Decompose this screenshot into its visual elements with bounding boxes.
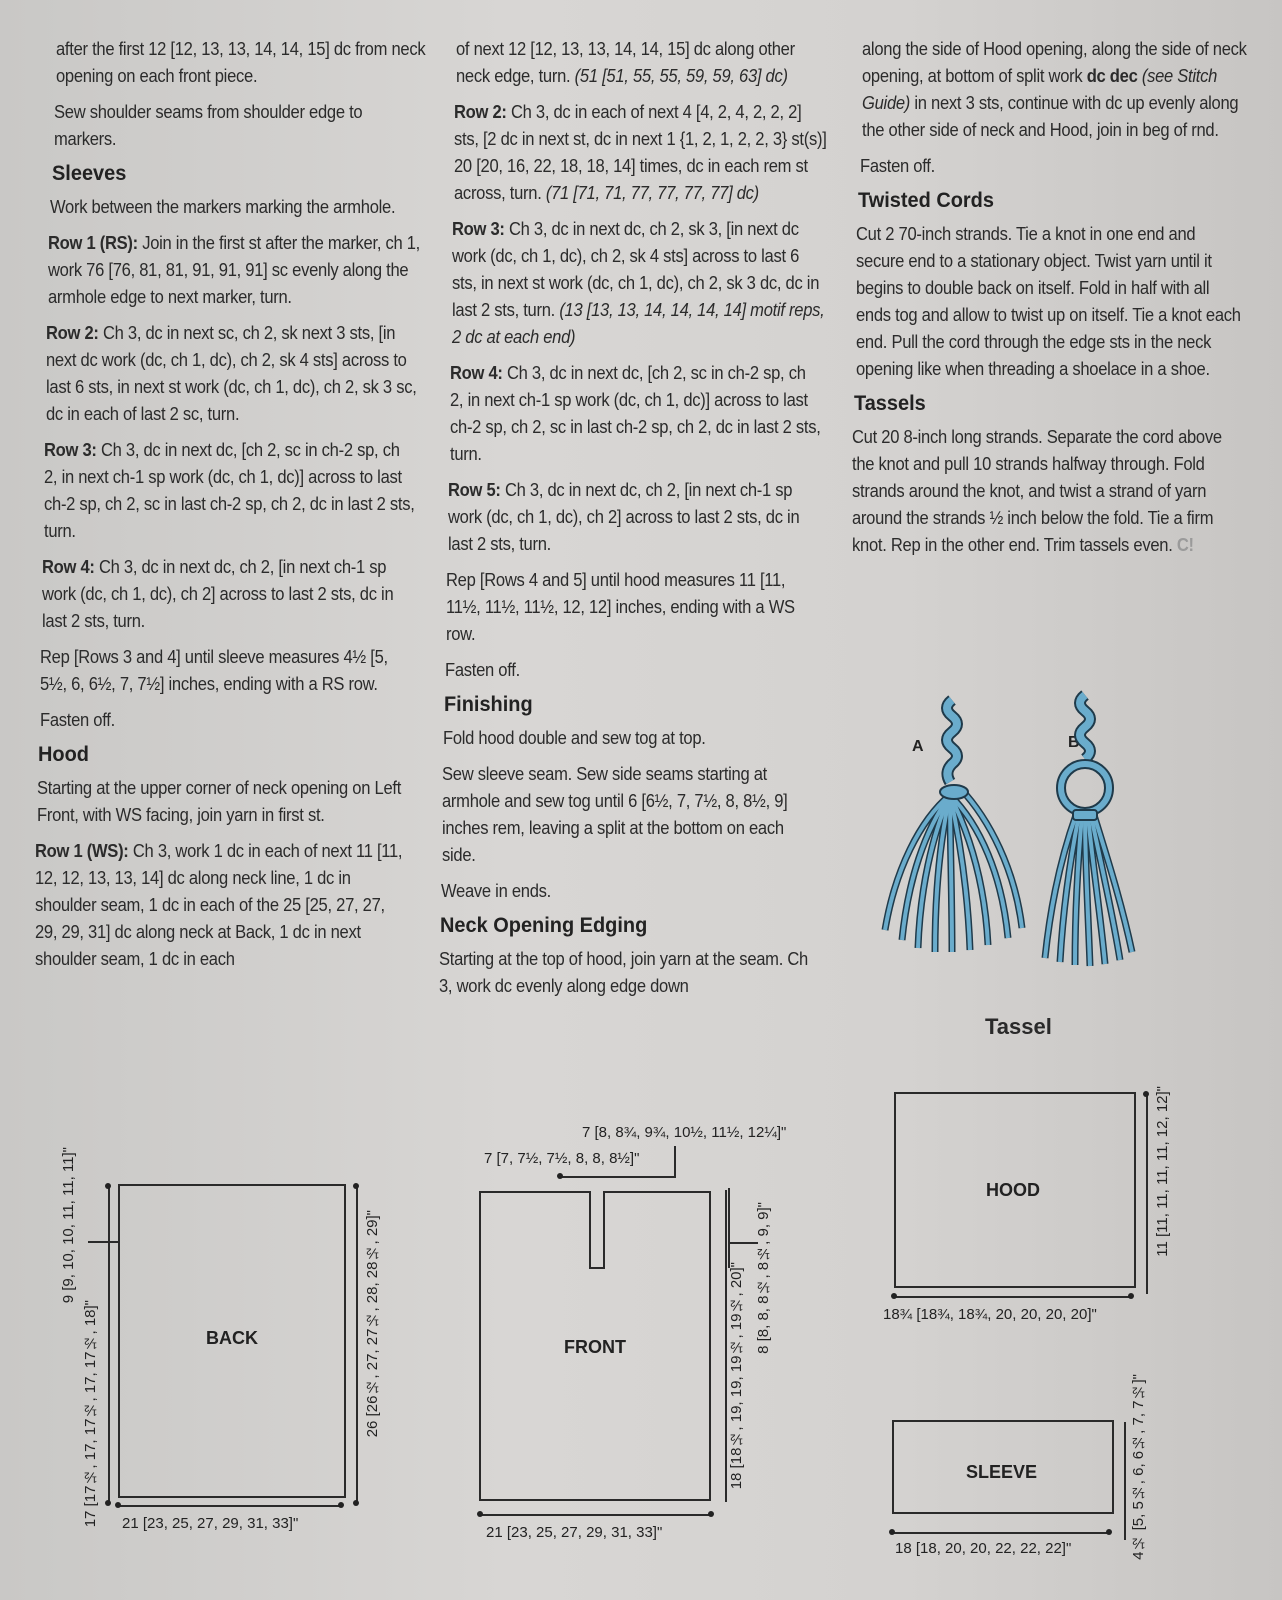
row-label: Row 4: xyxy=(42,557,95,577)
text-column-1 xyxy=(35,36,426,982)
paragraph: Fasten off. xyxy=(860,156,935,176)
section-heading-tassels: Tassels xyxy=(854,392,926,415)
dim-endpoint xyxy=(889,1529,895,1535)
front-right-outer-dim-line xyxy=(725,1190,727,1502)
instruction-row xyxy=(450,360,823,468)
section-heading-hood: Hood xyxy=(38,743,89,766)
paragraph: Fasten off. xyxy=(40,710,115,730)
stitch-count: (13 [13, 13, 14, 14, 14, 14] motif reps, 2 dc at each end) xyxy=(452,300,825,347)
paragraph-text: in next 3 sts, continue with dc up evenly along the other side of neck and Hood, join in beg of rnd. xyxy=(862,93,1239,140)
reference-note: (see Stitch Guide) xyxy=(862,66,1218,113)
instruction-row xyxy=(48,230,421,311)
hood-right-dim-line xyxy=(1146,1094,1148,1294)
paragraph-text: Cut 20 8-inch long strands. Separate the cord above the knot and pull 10 strands halfway through. Fold strands around the knot, and twist a strand of yarn around the strands ½ inch below the fold. Tie a firm knot. Rep in the other end. Trim tassels even. xyxy=(852,427,1222,555)
tassel-caption: Tassel xyxy=(985,1014,1052,1039)
instruction-row xyxy=(44,437,417,545)
paragraph: Rep [Rows 4 and 5] until hood measures 11 [11, 11½, 11½, 11½, 12, 12] inches, ending with a WS row. xyxy=(446,570,795,644)
row-label: Row 2: xyxy=(46,323,99,343)
paragraph: Cut 2 70-inch strands. Tie a knot in one end and secure end to a stationary object. Twist yarn until it begins to double back on itself. Fold in half with all ends tog and allow to twist up on itself. Tie a knot each end. Pull the cord through the edge sts in the neck opening like when threading a shoelace in a shoe. xyxy=(856,224,1241,379)
instruction-row xyxy=(448,477,821,558)
row-text: Ch 3, dc in next dc, [ch 2, sc in ch-2 sp, ch 2, in next ch-1 sp work (dc, ch 1, dc)] across to last ch-2 sp, ch 2, sc in last ch-2 sp, ch 2, dc in last 2 sts, turn. xyxy=(44,440,415,541)
back-length-dim: 26 [26½, 27, 27½, 28, 28½, 29]" xyxy=(364,1210,381,1438)
paragraph: after the first 12 [12, 13, 13, 14, 14, 15] dc from neck opening on each front piece. xyxy=(56,39,426,86)
dim-endpoint xyxy=(477,1511,483,1517)
instruction-row xyxy=(452,216,825,351)
tassel-illustration xyxy=(880,690,1180,1010)
row-label: Row 3: xyxy=(452,219,505,239)
row-text: Join in the first st after the marker, ch 1, work 76 [76, 81, 81, 91, 91, 91] sc evenly along the armhole edge to next marker, turn. xyxy=(48,233,420,307)
section-heading-twisted-cords: Twisted Cords xyxy=(858,189,994,212)
tassel-label-b: B xyxy=(1068,734,1080,751)
hood-height-dim: 11 [11, 11, 11, 11, 12, 12]" xyxy=(1154,1086,1171,1257)
sleeve-length-dim: 4½ [5, 5½, 6, 6½, 7, 7½]" xyxy=(1130,1374,1147,1560)
dim-endpoint xyxy=(1128,1293,1134,1299)
end-mark-logo: C! xyxy=(1176,535,1194,555)
row-label: Row 1 (RS): xyxy=(48,233,138,253)
paragraph: Sew sleeve seam. Sew side seams starting at armhole and sew tog until 6 [6½, 7, 7½, 8, 8½, 9] inches rem, leaving a split at the bottom on each side. xyxy=(442,764,788,865)
hood-width-dim: 18¾ [18¾, 18¾, 20, 20, 20, 20]" xyxy=(883,1306,1097,1323)
stitch-count: (51 [51, 55, 55, 59, 59, 63] dc) xyxy=(574,66,788,86)
tassel-b-drawing xyxy=(1045,695,1132,966)
front-top-outer-dim: 7 [8, 8¾, 9¾, 10½, 11½, 12¼]" xyxy=(582,1124,787,1141)
stitch-count: (71 [71, 71, 77, 77, 77, 77] dc) xyxy=(545,183,759,203)
front-label: FRONT xyxy=(564,1337,626,1357)
row-text: Ch 3, dc in next dc, ch 2, [in next ch-1 sp work (dc, ch 1, dc), ch 2] across to last 2 sts, dc in last 2 sts, turn. xyxy=(42,557,394,631)
front-neck-depth-dim: 8 [8, 8, 8½, 8½, 9, 9]" xyxy=(755,1202,772,1354)
dim-endpoint xyxy=(1143,1091,1149,1097)
paragraph: Starting at the upper corner of neck opening on Left Front, with WS facing, join yarn in first st. xyxy=(37,778,402,825)
front-bottom-dim-line xyxy=(480,1514,712,1516)
row-text: Ch 3, dc in each of next 4 [4, 2, 4, 2, 2, 2] sts, [2 dc in next st, dc in next 1 {1, 2, 1, 2, 2, 3} st(s)] 20 [20, 16, 22, 18, 18, 14] times, dc in each rem st across, turn. xyxy=(454,102,827,203)
paragraph: Fold hood double and sew tog at top. xyxy=(443,728,706,748)
sleeve-right-dim-line xyxy=(1124,1422,1126,1540)
dim-endpoint xyxy=(1106,1529,1112,1535)
front-top-outer-marker xyxy=(674,1146,676,1176)
tassel-a-drawing xyxy=(885,700,1022,952)
dim-endpoint xyxy=(353,1500,359,1506)
section-heading-finishing: Finishing xyxy=(444,693,533,716)
dim-endpoint xyxy=(353,1183,359,1189)
hood-bottom-dim-line xyxy=(894,1296,1132,1298)
row-label: Row 1 (WS): xyxy=(35,841,129,861)
back-armhole-dim: 9 [9, 10, 10, 11, 11, 11]" xyxy=(60,1147,77,1304)
front-top-inner-dim: 7 [7, 7½, 7½, 8, 8, 8½]" xyxy=(484,1150,640,1167)
paragraph xyxy=(862,36,1248,144)
back-bottom-dim-line xyxy=(118,1505,342,1507)
instruction-row xyxy=(454,99,827,207)
paragraph-text: along the side of Hood opening, along the side of neck opening, at bottom of split work xyxy=(862,39,1247,86)
row-text: Ch 3, dc in next dc, [ch 2, sc in ch-2 sp, ch 2, in next ch-1 sp work (dc, ch 1, dc)] across to last ch-2 sp, ch 2, sc in last ch-2 sp, ch 2, dc in last 2 sts, turn. xyxy=(450,363,821,464)
instruction-row xyxy=(46,320,419,428)
paragraph: Starting at the top of hood, join yarn at the seam. Ch 3, work dc evenly along edge down xyxy=(439,949,808,996)
tassel-label-a: A xyxy=(912,738,924,755)
back-left-dim-line xyxy=(108,1186,110,1502)
sleeve-width-dim: 18 [18, 20, 20, 22, 22, 22]" xyxy=(895,1540,1072,1557)
paragraph: Fasten off. xyxy=(445,660,520,680)
front-length-dim: 18 [18½, 19, 19, 19½, 19½, 20]" xyxy=(728,1262,745,1490)
row-label: Row 5: xyxy=(448,480,501,500)
front-top-inner-dim-line xyxy=(560,1176,676,1178)
dim-endpoint xyxy=(105,1500,111,1506)
instruction-row xyxy=(35,838,408,973)
row-text: Ch 3, dc in next dc, ch 2, [in next ch-1 sp work (dc, ch 1, dc), ch 2] across to last 2 sts, dc in last 2 sts, turn. xyxy=(448,480,800,554)
front-right-inner-dim-line xyxy=(728,1188,730,1268)
dim-endpoint xyxy=(338,1502,344,1508)
row-text: Ch 3, dc in next dc, ch 2, sk 3, [in next dc work (dc, ch 1, dc), ch 2, sk 4 sts] across to last 6 sts, in next st work (dc, ch 1, dc), ch 2, sk 3 dc, dc in last 2 sts, turn. xyxy=(452,219,820,320)
paragraph xyxy=(852,424,1238,559)
row-text: Ch 3, work 1 dc in each of next 11 [11, 12, 12, 13, 13, 14] dc along neck line, 1 dc in shoulder seam, 1 dc in each of the 25 [25, 27, 27, 29, 29, 31] dc along neck at Back, 1 dc in next shoulder seam, 1 dc in each xyxy=(35,841,403,969)
paragraph-text: of next 12 [12, 13, 13, 14, 14, 15] dc along other neck edge, turn. xyxy=(456,39,795,86)
instruction-row xyxy=(42,554,415,635)
back-right-dim-line xyxy=(356,1186,358,1502)
back-side-length-dim: 17 [17½, 17, 17½, 17, 17½, 18]" xyxy=(82,1300,99,1528)
paragraph: Rep [Rows 3 and 4] until sleeve measures 4½ [5, 5½, 6, 6½, 7, 7½] inches, ending with a RS row. xyxy=(40,647,388,694)
row-text: Ch 3, dc in next sc, ch 2, sk next 3 sts, [in next dc work (dc, ch 1, dc), ch 2, sk 4 sts] across to last 6 sts, in next st work (dc, ch 1, dc), ch 2, sk 3 sc, dc in each of last 2 sc, turn. xyxy=(46,323,417,424)
dim-endpoint xyxy=(115,1502,121,1508)
hood-label: HOOD xyxy=(986,1180,1040,1200)
text-column-2 xyxy=(439,36,827,1009)
back-width-dim: 21 [23, 25, 27, 29, 31, 33]" xyxy=(122,1515,299,1532)
stitch-term: dc dec xyxy=(1086,66,1138,86)
front-neck-marker xyxy=(728,1242,758,1244)
sleeve-bottom-dim-line xyxy=(892,1532,1110,1534)
paragraph xyxy=(456,36,829,90)
paragraph: Weave in ends. xyxy=(441,881,551,901)
back-armhole-marker xyxy=(88,1241,118,1243)
front-width-dim: 21 [23, 25, 27, 29, 31, 33]" xyxy=(486,1524,663,1541)
paragraph: Sew shoulder seams from shoulder edge to markers. xyxy=(54,102,363,149)
paragraph: Work between the markers marking the armhole. xyxy=(50,197,396,217)
row-label: Row 4: xyxy=(450,363,503,383)
back-label: BACK xyxy=(206,1328,258,1348)
row-label: Row 2: xyxy=(454,102,507,122)
sleeve-label: SLEEVE xyxy=(966,1462,1038,1482)
section-heading-sleeves: Sleeves xyxy=(52,162,127,185)
section-heading-neck-edging: Neck Opening Edging xyxy=(440,914,648,937)
row-label: Row 3: xyxy=(44,440,97,460)
dim-endpoint xyxy=(708,1511,714,1517)
dim-endpoint xyxy=(105,1183,111,1189)
text-column-3 xyxy=(846,36,1247,568)
dim-endpoint xyxy=(891,1293,897,1299)
dim-endpoint xyxy=(557,1173,563,1179)
